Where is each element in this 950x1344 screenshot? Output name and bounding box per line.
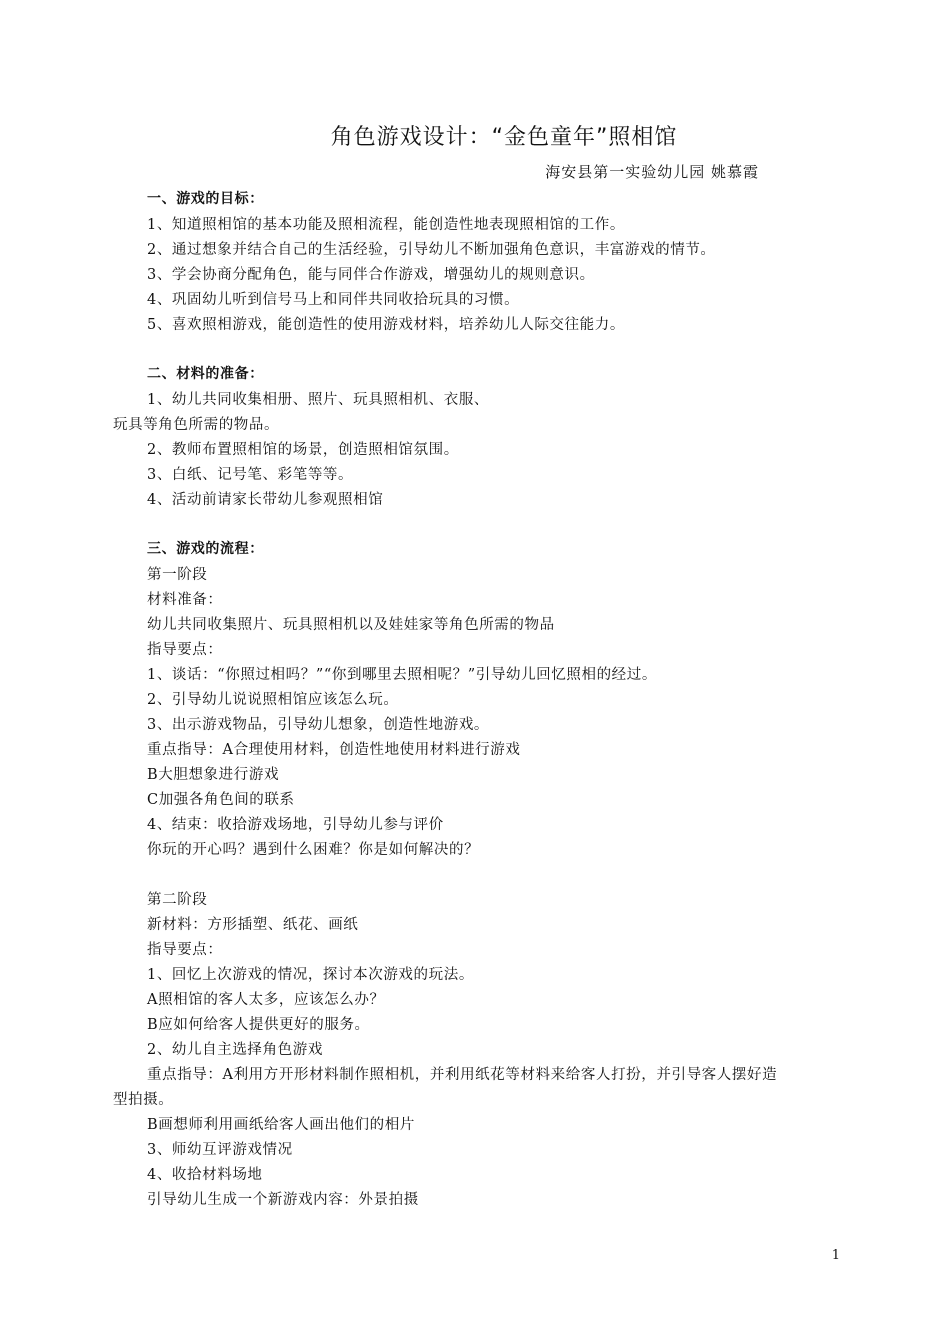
body-line: 2、教师布置照相馆的场景，创造照相馆氛围。 [147,442,459,458]
document-title: 角色游戏设计：“金色童年”照相馆 [330,125,678,150]
body-line: 4、活动前请家长带幼儿参观照相馆 [147,492,384,508]
page-number: 1 [831,1248,840,1263]
body-line: 幼儿共同收集照片、玩具照相机以及娃娃家等角色所需的物品 [147,617,555,633]
body-line: 3、白纸、记号笔、彩笔等等。 [147,467,354,483]
body-line: 1、幼儿共同收集相册、照片、玩具照相机、衣服、 [147,392,490,408]
body-line: 指导要点： [147,642,223,658]
body-line: A照相馆的客人太多，应该怎么办？ [147,992,385,1008]
body-line: 材料准备： [147,592,223,608]
author-line: 海安县第一实验幼儿园 姚慕霞 [545,163,759,181]
body-line: 4、收拾材料场地 [147,1167,263,1183]
body-line: 重点指导：A合理使用材料，创造性地使用材料进行游戏 [147,742,521,758]
body-line: B画想师利用画纸给客人画出他们的相片 [147,1117,415,1133]
body-line: 5、喜欢照相游戏，能创造性的使用游戏材料，培养幼儿人际交往能力。 [147,317,625,333]
body-line: 第二阶段 [147,892,208,908]
body-line: 2、幼儿自主选择角色游戏 [147,1042,323,1058]
body-line: B应如何给客人提供更好的服务。 [147,1017,370,1033]
body-line: 4、巩固幼儿听到信号马上和同伴共同收拾玩具的习惯。 [147,292,520,308]
body-line: 2、通过想象并结合自己的生活经验，引导幼儿不断加强角色意识，丰富游戏的情节。 [147,242,716,258]
body-line: 重点指导：A利用方开形材料制作照相机，并利用纸花等材料来给客人打扮，并引导客人摆好造 [147,1067,778,1083]
body-line: 4、结束：收拾游戏场地，引导幼儿参与评价 [147,817,444,833]
body-line: 新材料：方形插塑、纸花、画纸 [147,917,359,933]
body-line: 2、引导幼儿说说照相馆应该怎么玩。 [147,692,399,708]
section-heading: 一、游戏的目标： [147,191,264,207]
body-line: 型拍摄。 [113,1092,174,1108]
body-line: 1、知道照相馆的基本功能及照相流程，能创造性地表现照相馆的工作。 [147,217,625,233]
body-line: 指导要点： [147,942,223,958]
body-line: 第一阶段 [147,567,208,583]
body-line: B大胆想象进行游戏 [147,767,280,783]
section-heading: 二、材料的准备： [147,366,264,382]
section-heading: 三、游戏的流程： [147,541,264,557]
body-line: 你玩的开心吗？遇到什么困难？你是如何解决的？ [147,842,480,858]
body-line: 3、学会协商分配角色，能与同伴合作游戏，增强幼儿的规则意识。 [147,267,595,283]
body-line: 1、谈话：“你照过相吗？”“你到哪里去照相呢？”引导幼儿回忆照相的经过。 [147,667,657,683]
body-line: 玩具等角色所需的物品。 [113,417,280,433]
body-line: C加强各角色间的联系 [147,792,295,808]
body-line: 引导幼儿生成一个新游戏内容：外景拍摄 [147,1192,419,1208]
body-line: 3、师幼互评游戏情况 [147,1142,293,1158]
body-line: 1、回忆上次游戏的情况，探讨本次游戏的玩法。 [147,967,474,983]
body-line: 3、出示游戏物品，引导幼儿想象，创造性地游戏。 [147,717,490,733]
